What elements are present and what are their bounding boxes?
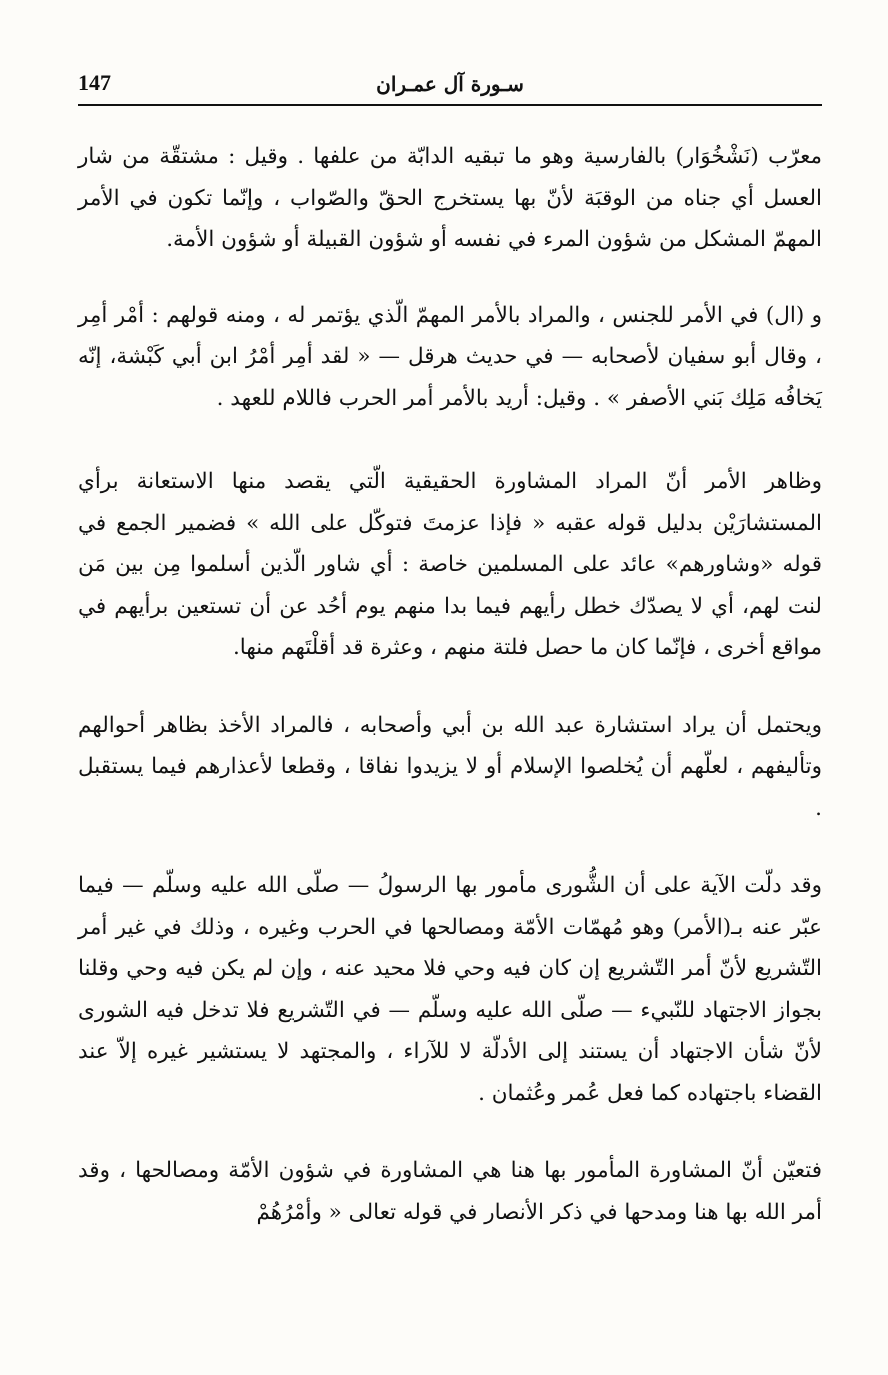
paragraph: ويحتمل أن يراد استشارة عبد الله بن أبي وأصحابه ، فالمراد الأخذ بظاهر أحوالهم وتأليفهم ، لعلّهم أن يُخلصوا الإسلام أو لا يزيدوا نفاقا ، وقطعا لأعذارهم فيما يستقبل .: [78, 712, 822, 821]
paragraph: معرّب (نَشْخُوَار) بالفارسية وهو ما تبقيه الدابّة من علفها . وقيل : مشتقّة من شار العسل أي جناه من الوقبَة لأنّ بها يستخرج الحقّ والصّواب ، وإنّما تكون في الأمر المهمّ المشكل من شؤون المرء في نفسه أو شؤون القبيلة أو شؤون الأمة.: [78, 144, 822, 252]
paragraph: فتعيّن أنّ المشاورة المأمور بها هنا هي المشاورة في شؤون الأمّة ومصالحها ، وقد أمر الله بها هنا ومدحها في ذكر الأنصار في قوله تعالى « وأمْرُهُمْ: [78, 1158, 822, 1225]
page-header: [78, 66, 822, 104]
paragraph: و (ال) في الأمر للجنس ، والمراد بالأمر المهمّ الّذي يؤتمر له ، ومنه قولهم : أمْر أمِر ، وقال أبو سفيان لأصحابه — في حديث هرقل — « لقد أمِر أمْرُ ابن أبي كَبْشة، إنّه يَخافُه مَلِك بَني الأصفر » . وقيل: أريد بالأمر أمر الحرب فاللام للعهد .: [78, 302, 822, 411]
running-title: سـورة آل عمـران: [376, 72, 524, 96]
page-number: 147: [78, 70, 111, 95]
paragraph: وظاهر الأمر أنّ المراد المشاورة الحقيقية الّتي يقصد منها الاستعانة برأي المستشارَيْن بدليل قوله عقبه « فإذا عزمتَ فتوكّل على الله » فضمير الجمع في قوله «وشاورهم» عائد على المسلمين خاصة : أي شاور الّذين أسلموا مِن بين مَن لنت لهم، أي لا يصدّك خطل رأيهم فيما بدا منهم يوم أحُد عن أن تستعين برأيهم في مواقع أخرى ، فإنّما كان ما حصل فلتة منهم ، وعثرة قد أقلْتَهم منها.: [78, 469, 822, 660]
page-body: [78, 136, 822, 1233]
header-rule: [78, 104, 822, 106]
paragraph: وقد دلّت الآية على أن الشُّورى مأمور بها الرسولُ — صلّى الله عليه وسلّم — فيما عبّر عنه بـ(الأمر) وهو مُهمّات الأمّة ومصالحها في الحرب وغيره ، وذلك في غير أمر التّشريع لأنّ أمر التّشريع إن كان فيه وحي فلا محيد عنه ، وإن لم يكن فيه وحي وقلنا بجواز الاجتهاد للنّبيء — صلّى الله عليه وسلّم — في التّشريع فلا تدخل فيه الشورى لأنّ شأن الاجتهاد أن يستند إلى الأدلّة لا للآراء ، والمجتهد لا يستشير غيره إلاّ عند القضاء باجتهاده كما فعل عُمر وعُثمان .: [78, 873, 822, 1106]
